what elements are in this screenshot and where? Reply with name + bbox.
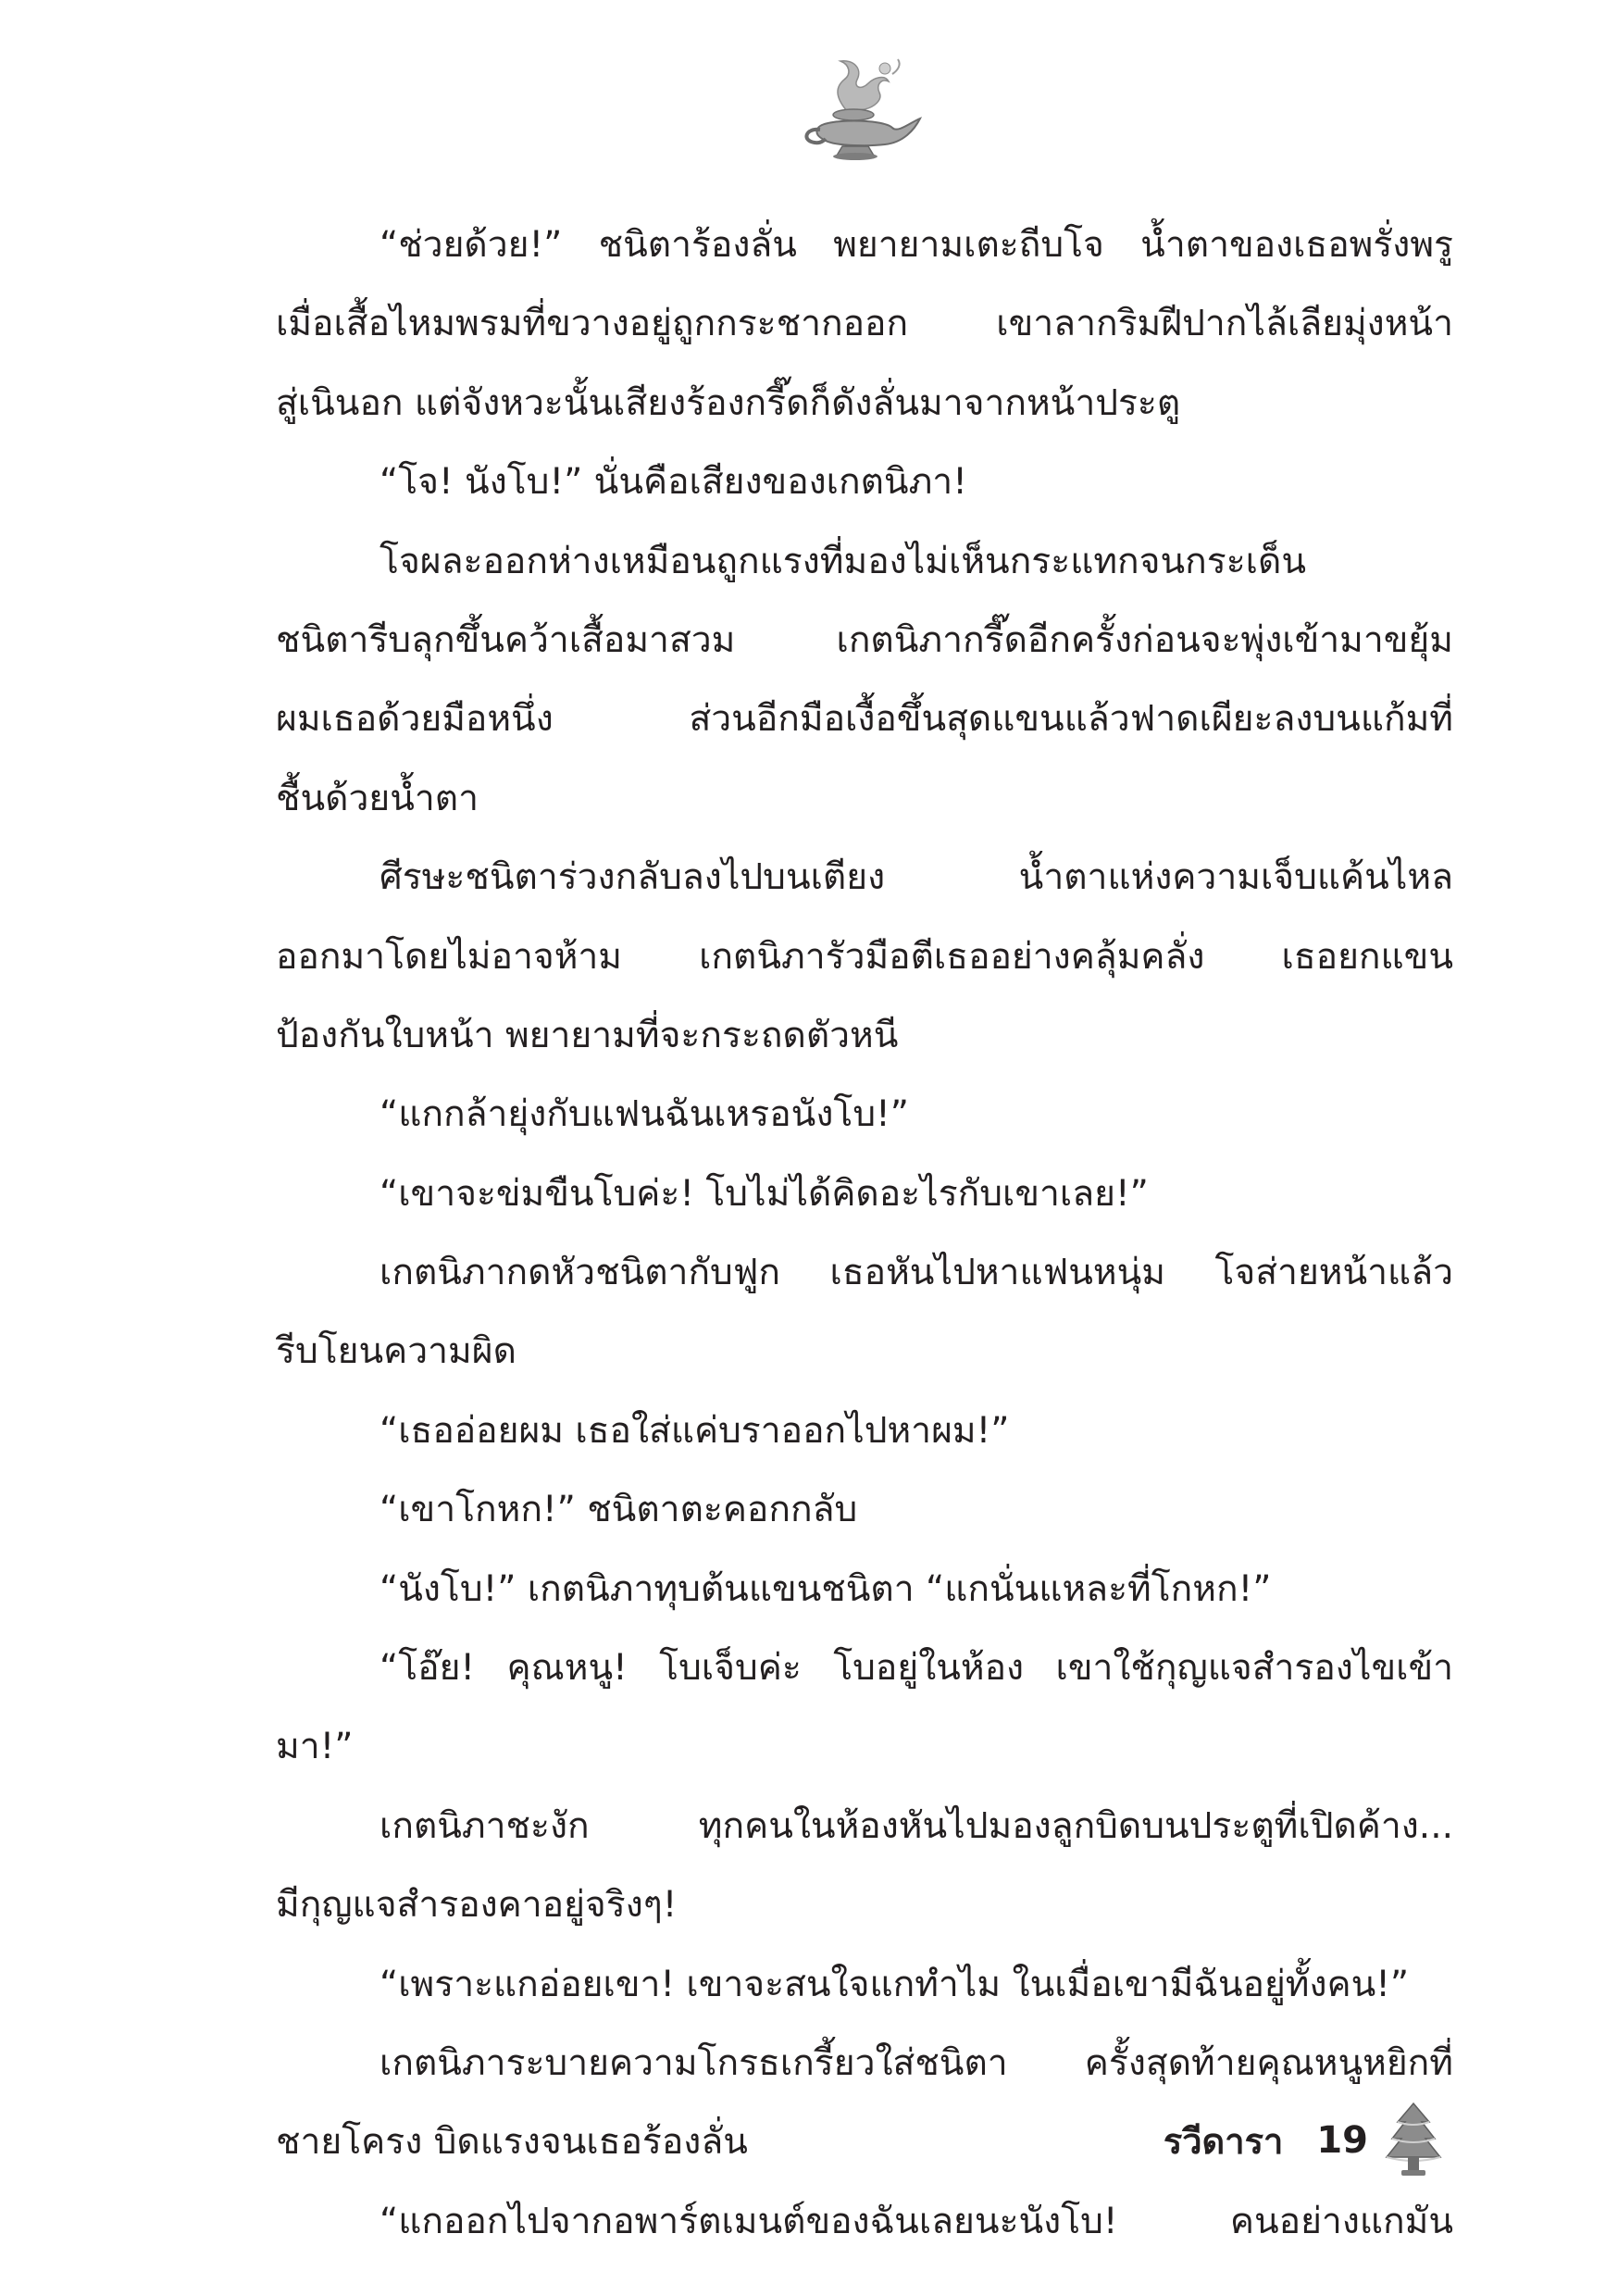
- text-line: “เขาจะข่มขืนโบค่ะ! โบไม่ได้คิดอะไรกับเขาเลย!”: [380, 1172, 1149, 1215]
- text-line: ป้องกันใบหน้า พยายามที่จะกระถดตัวหนี: [276, 1014, 899, 1056]
- text-line: เกตนิภาระบายความโกรธเกรี้ยวใส่ชนิตา ครั้งสุดท้ายคุณหนูหยิกที่: [380, 2041, 1453, 2084]
- text-line: “ช่วยด้วย!” ชนิตาร้องลั่น พยายามเตะถีบโจ น้ำตาของเธอพรั่งพรู: [380, 224, 1453, 266]
- text-line: ออกมาโดยไม่อาจห้าม เกตนิภารัวมือตีเธออย่างคลุ้มคลั่ง เธอยกแขน: [276, 935, 1453, 978]
- page-body-text: [276, 206, 1453, 2261]
- text-line: ชายโครง บิดแรงจนเธอร้องลั่น: [276, 2121, 748, 2164]
- text-line: สู่เนินอก แต่จังหวะนั้นเสียงร้องกรี๊ดก็ดังลั่นมาจากหน้าประตู: [276, 381, 1181, 424]
- text-line: เกตนิภาชะงัก ทุกคนในห้องหันไปมองลูกบิดบนประตูที่เปิดค้าง...: [380, 1804, 1453, 1847]
- text-line: ผมเธอด้วยมือหนึ่ง ส่วนอีกมือเงื้อขึ้นสุดแขนแล้วฟาดเผียะลงบนแก้มที่: [276, 698, 1453, 741]
- text-line: เมื่อเสื้อไหมพรมที่ขวางอยู่ถูกกระชากออก เขาลากริมฝีปากไล้เลียมุ่งหน้า: [276, 303, 1453, 345]
- text-line: โจผละออกห่างเหมือนถูกแรงที่มองไม่เห็นกระแทกจนกระเด็น: [380, 540, 1306, 582]
- text-line: ชนิตารีบลุกขึ้นคว้าเสื้อมาสวม เกตนิภากรี๊ดอีกครั้งก่อนจะพุ่งเข้ามาขยุ้ม: [276, 618, 1453, 661]
- text-line: “นังโบ!” เกตนิภาทุบต้นแขนชนิตา “แกนั่นแหละที่โกหก!”: [380, 1567, 1272, 1610]
- text-line: มา!”: [276, 1726, 354, 1768]
- text-line: ชื้นด้วยน้ำตา: [276, 777, 479, 819]
- genie-lamp-icon: [796, 54, 926, 165]
- text-line: เกตนิภากดหัวชนิตากับฟูก เธอหันไปหาแฟนหนุ่ม โจส่ายหน้าแล้ว: [380, 1252, 1453, 1294]
- text-line: รีบโยนความผิด: [276, 1330, 517, 1373]
- author-name: รวีดารา: [1163, 2120, 1284, 2162]
- text-line: “โจ! นังโบ!” นั่นคือเสียงของเกตนิภา!: [380, 461, 967, 504]
- christmas-tree-icon: [1383, 2100, 1444, 2181]
- text-line: “แกออกไปจากอพาร์ตเมนต์ของฉันเลยนะนังโบ! คนอย่างแกมัน: [380, 2200, 1453, 2242]
- text-line: “เพราะแกอ่อยเขา! เขาจะสนใจแกทำไม ในเมื่อเขามีฉันอยู่ทั้งคน!”: [380, 1963, 1410, 2005]
- text-line: มีกุญแจสำรองคาอยู่จริงๆ!: [276, 1884, 678, 1927]
- text-line: “โอ๊ย! คุณหนู! โบเจ็บค่ะ โบอยู่ในห้อง เขาใช้กุญแจสำรองไขเข้า: [380, 1647, 1453, 1690]
- text-line: “แกกล้ายุ่งกับแฟนฉันเหรอนังโบ!”: [380, 1093, 909, 1136]
- page-number: 19: [1316, 2119, 1368, 2162]
- text-line: “เธออ่อยผม เธอใส่แค่บราออกไปหาผม!”: [380, 1409, 1010, 1452]
- text-line: “เขาโกหก!” ชนิตาตะคอกกลับ: [380, 1489, 858, 1531]
- text-line: ศีรษะชนิตาร่วงกลับลงไปบนเตียง น้ำตาแห่งความเจ็บแค้นไหล: [380, 856, 1453, 899]
- page-footer: [1111, 2094, 1444, 2187]
